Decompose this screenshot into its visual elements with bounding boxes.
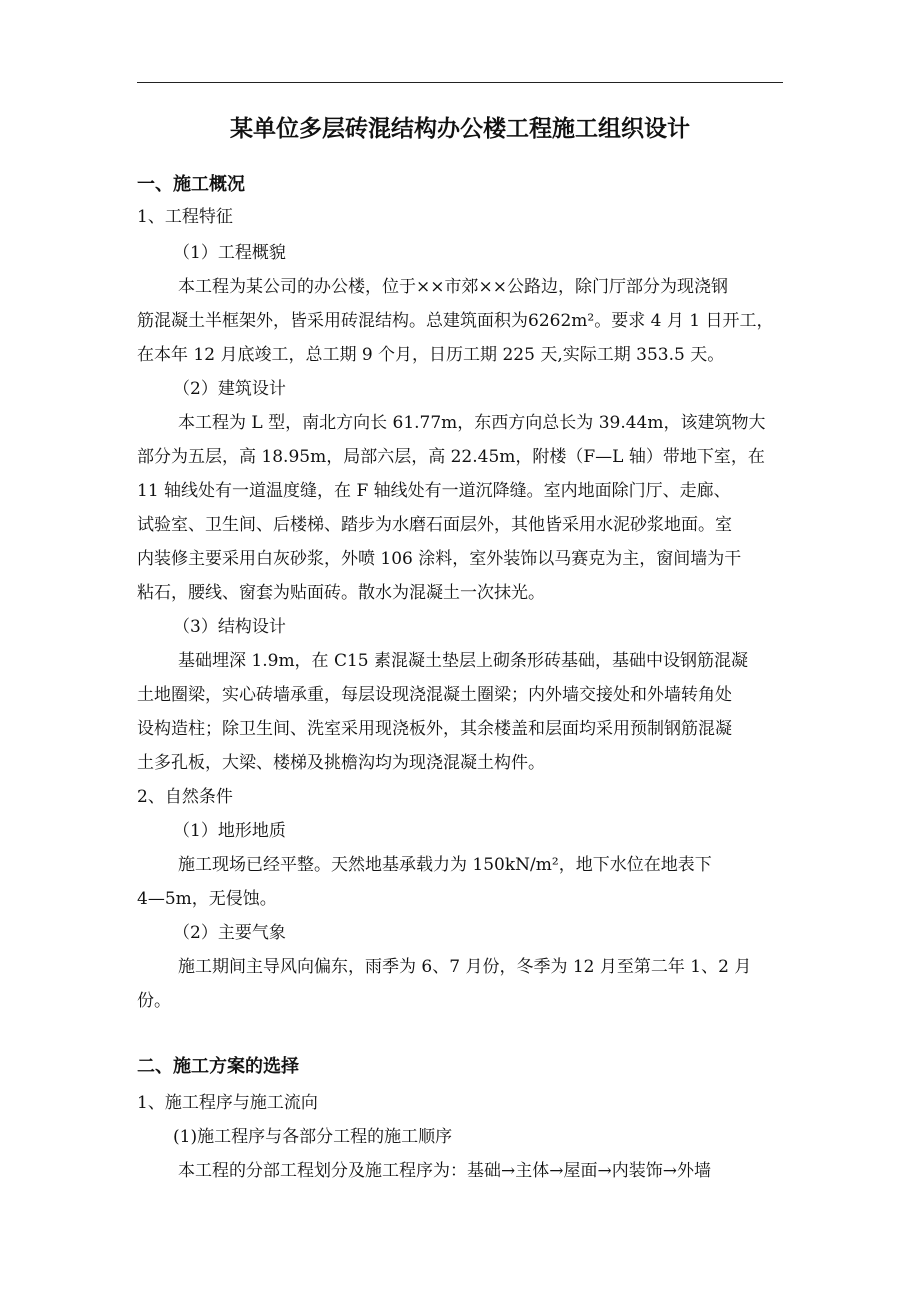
- paragraph-heading: （1）地形地质: [173, 821, 286, 841]
- text-line: 土地圈梁，实心砖墙承重，每层设现浇混凝土圈梁；内外墙交接处和外墙转角处: [137, 685, 732, 705]
- text-line: 筋混凝土半框架外，皆采用砖混结构。总建筑面积为6262m²。要求 4 月 1 日开工，: [137, 311, 774, 331]
- subsection-heading: 1、工程特征: [137, 207, 233, 227]
- text-line: 内装修主要采用白灰砂浆，外喷 106 涂料，室外装饰以马赛克为主，窗间墙为干: [137, 549, 742, 569]
- paragraph-heading: （2）建筑设计: [173, 379, 286, 399]
- section-heading-1: 一、施工概况: [137, 174, 245, 195]
- text-line: 设构造柱；除卫生间、洗室采用现浇板外，其余楼盖和层面均采用预制钢筋混凝: [137, 719, 732, 739]
- text-line: 部分为五层，高 18.95m，局部六层，高 22.45m，附楼（F—L 轴）带地下室，在: [137, 447, 765, 467]
- paragraph-heading: （1）工程概貌: [173, 243, 286, 263]
- text-line: 份。: [137, 991, 171, 1011]
- text-line: 基础埋深 1.9m，在 C15 素混凝土垫层上砌条形砖基础，基础中设钢筋混凝: [178, 651, 749, 671]
- text-line: 本工程的分部工程划分及施工程序为：基础→主体→屋面→内装饰→外墙: [178, 1161, 711, 1181]
- text-line: 施工期间主导风向偏东，雨季为 6、7 月份，冬季为 12 月至第二年 1、2 月: [178, 957, 752, 977]
- text-line: 试验室、卫生间、后楼梯、踏步为水磨石面层外，其他皆采用水泥砂浆地面。室: [137, 515, 732, 535]
- paragraph-heading: （3）结构设计: [173, 617, 286, 637]
- paragraph-heading: (1)施工程序与各部分工程的施工顺序: [173, 1127, 453, 1147]
- subsection-heading: 2、自然条件: [137, 787, 233, 807]
- text-line: 本工程为某公司的办公楼，位于××市郊××公路边，除门厅部分为现浇钢: [178, 277, 728, 297]
- text-line: 在本年 12 月底竣工，总工期 9 个月，日历工期 225 天,实际工期 353.5 天。: [137, 345, 725, 365]
- text-line: 粘石，腰线、窗套为贴面砖。散水为混凝土一次抹光。: [137, 583, 545, 603]
- section-heading-2: 二、施工方案的选择: [137, 1056, 299, 1077]
- paragraph-heading: （2）主要气象: [173, 923, 286, 943]
- header-rule: [137, 82, 783, 83]
- text-line: 4—5m，无侵蚀。: [137, 889, 277, 909]
- subsection-heading: 1、施工程序与施工流向: [137, 1093, 318, 1113]
- text-line: 11 轴线处有一道温度缝，在 F 轴线处有一道沉降缝。室内地面除门厅、走廊、: [137, 481, 731, 501]
- text-line: 本工程为 L 型，南北方向长 61.77m，东西方向总长为 39.44m，该建筑物大: [178, 413, 766, 433]
- text-line: 土多孔板，大梁、楼梯及挑檐沟均为现浇混凝土构件。: [137, 753, 545, 773]
- text-line: 施工现场已经平整。天然地基承载力为 150kN/m²，地下水位在地表下: [178, 855, 712, 875]
- document-title: 某单位多层砖混结构办公楼工程施工组织设计: [230, 116, 690, 142]
